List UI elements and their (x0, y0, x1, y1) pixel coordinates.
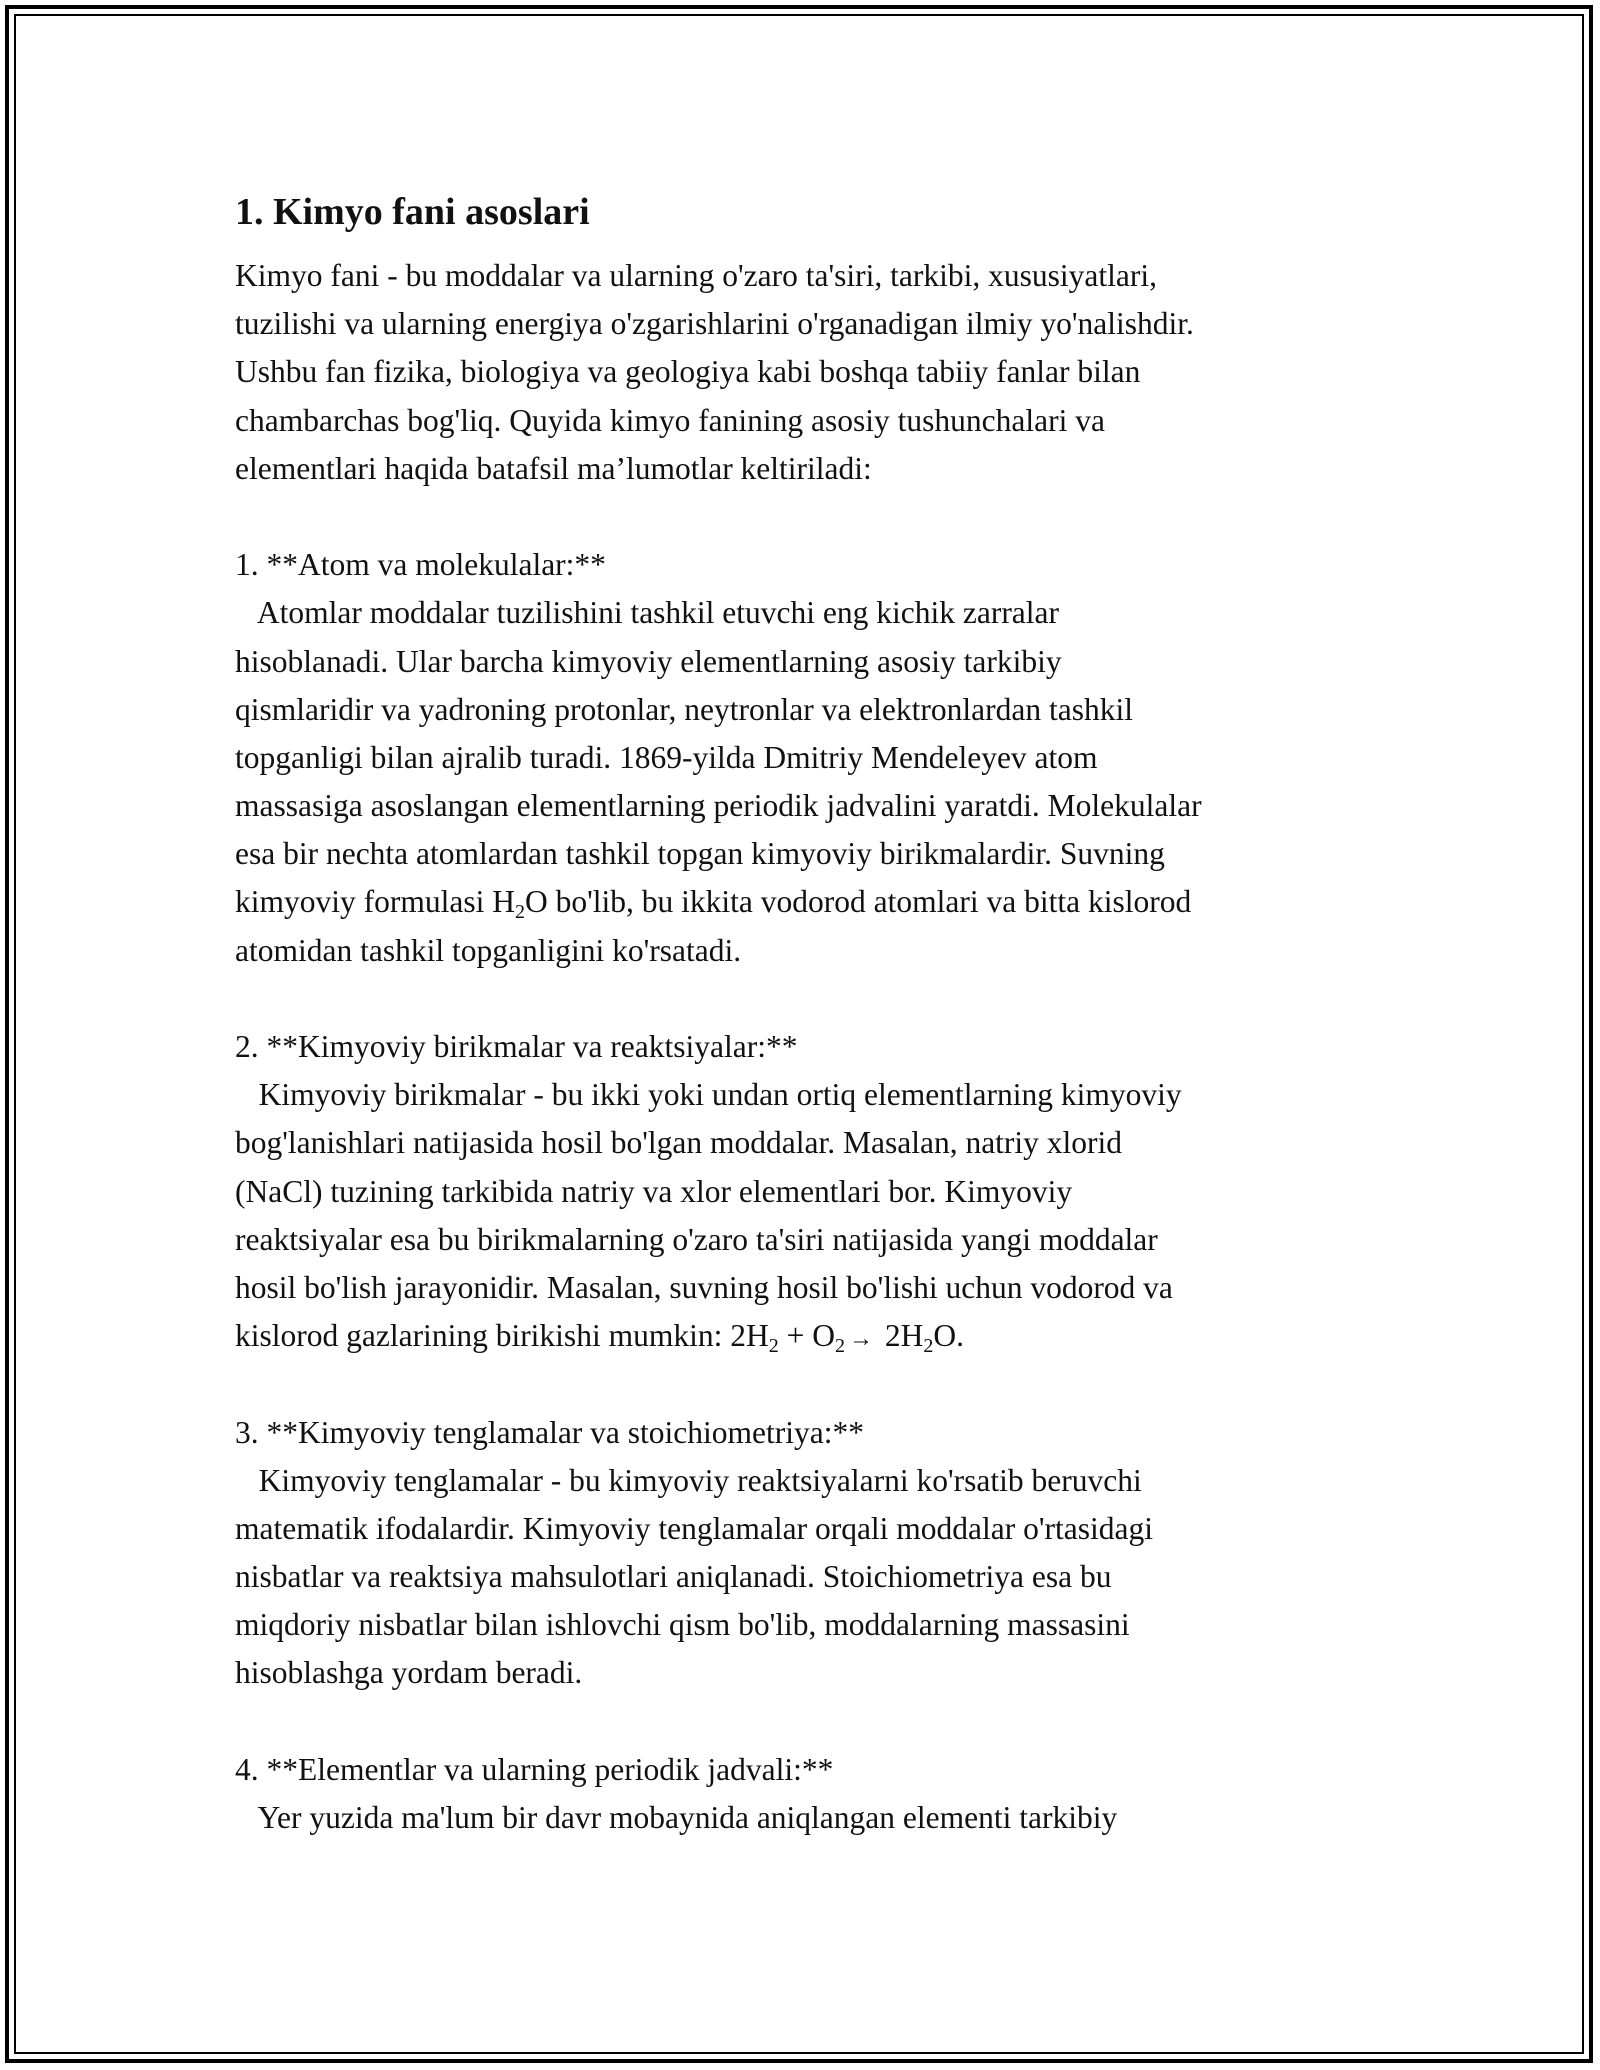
section-heading: 1. **Atom va molekulalar:** (235, 547, 606, 583)
section-line: Kimyoviy tenglamalar - bu kimyoviy reaktsiyalarni ko'rsatib beruvchi (235, 1462, 1142, 1498)
intro-line: tuzilishi va ularning energiya o'zgarishlarini o'rganadigan ilmiy yo'nalishdir. (235, 306, 1194, 342)
section-line: bog'lanishlari natijasida hosil bo'lgan moddalar. Masalan, natriy xlorid (235, 1125, 1123, 1161)
intro-line: Kimyo fani - bu moddalar va ularning o'zaro ta'siri, tarkibi, xususiyatlari, (235, 258, 1157, 293)
section-line: Kimyoviy birikmalar - bu ikki yoki undan ortiq elementlarning kimyoviy (235, 1077, 1182, 1113)
section-line: massasiga asoslangan elementlarning periodik jadvalini yaratdi. Molekulalar (235, 788, 1202, 824)
section-line: miqdoriy nisbatlar bilan ishlovchi qism bo'lib, moddalarning massasini (235, 1607, 1130, 1643)
formula-line (235, 878, 1375, 926)
equation-subscript: 2 (768, 1335, 779, 1358)
section-elements (235, 1746, 1375, 1842)
spacer (235, 975, 1375, 1023)
section-heading: 2. **Kimyoviy birikmalar va reaktsiyalar:** (235, 1029, 798, 1064)
equation-line (235, 1312, 1375, 1360)
section-compounds (235, 1023, 1375, 1360)
section-heading: 3. **Kimyoviy tenglamalar va stoichiometriya:** (235, 1414, 864, 1450)
section-line: hisoblashga yordam beradi. (235, 1655, 583, 1691)
reaction-arrow: → (848, 1326, 873, 1353)
section-equations (235, 1409, 1375, 1698)
section-line: atomidan tashkil topganligini ko'rsatadi. (235, 932, 742, 968)
section-line: nisbatlar va reaktsiya mahsulotlari aniqlanadi. Stoichiometriya esa bu (235, 1559, 1112, 1595)
section-line: hisoblanadi. Ular barcha kimyoviy elementlarning asosiy tarkibiy (235, 643, 1062, 679)
intro-line: chambarchas bog'liq. Quyida kimyo fanining asosiy tushunchalari va (235, 402, 1105, 438)
equation-subscript: 2 (923, 1335, 934, 1358)
formula-text-before: kimyoviy formulasi H (235, 884, 515, 920)
intro-line: Ushbu fan fizika, biologiya va geologiya kabi boshqa tabiiy fanlar bilan (235, 354, 1141, 390)
equation-plus: + O (778, 1318, 835, 1354)
section-line: reaktsiyalar esa bu birikmalarning o'zaro ta'siri natijasida yangi moddalar (235, 1221, 1158, 1257)
intro-paragraph (235, 252, 1375, 493)
section-line: matematik ifodalardir. Kimyoviy tenglamalar orqali moddalar o'rtasidagi (235, 1510, 1154, 1546)
spacer (235, 1698, 1375, 1746)
intro-line: elementlari haqida batafsil ma’lumotlar keltiriladi: (235, 450, 872, 486)
formula-subscript: 2 (514, 901, 525, 924)
document-title: 1. Kimyo fani asoslari (235, 191, 590, 233)
section-line: (NaCl) tuzining tarkibida natriy va xlor elementlari bor. Kimyoviy (235, 1173, 1073, 1209)
section-atoms (235, 541, 1375, 975)
section-heading: 4. **Elementlar va ularning periodik jadvali:** (235, 1751, 834, 1787)
section-line: Atomlar moddalar tuzilishini tashkil etuvchi eng kichik zarralar (235, 595, 1060, 631)
spacer (235, 1360, 1375, 1408)
equation-prefix: kislorod gazlarining birikishi mumkin: 2H (235, 1318, 769, 1354)
section-line: Yer yuzida ma'lum bir davr mobaynida aniqlangan elementi tarkibiy (235, 1800, 1118, 1835)
section-line: topganligi bilan ajralib turadi. 1869-yilda Dmitriy Mendeleyev atom (235, 739, 1098, 775)
document-body (235, 186, 1375, 1842)
section-line: qismlaridir va yadroning protonlar, neytronlar va elektronlardan tashkil (235, 691, 1133, 727)
equation-subscript: 2 (834, 1335, 845, 1358)
formula-text-after: O bo'lib, bu ikkita vodorod atomlari va bitta kislorod (524, 884, 1192, 920)
equation-product: 2H (876, 1318, 924, 1354)
spacer (235, 493, 1375, 541)
equation-suffix: O. (933, 1318, 964, 1354)
section-line: esa bir nechta atomlardan tashkil topgan kimyoviy birikmalardir. Suvning (235, 836, 1165, 872)
section-line: hosil bo'lish jarayonidir. Masalan, suvning hosil bo'lishi uchun vodorod va (235, 1269, 1173, 1305)
